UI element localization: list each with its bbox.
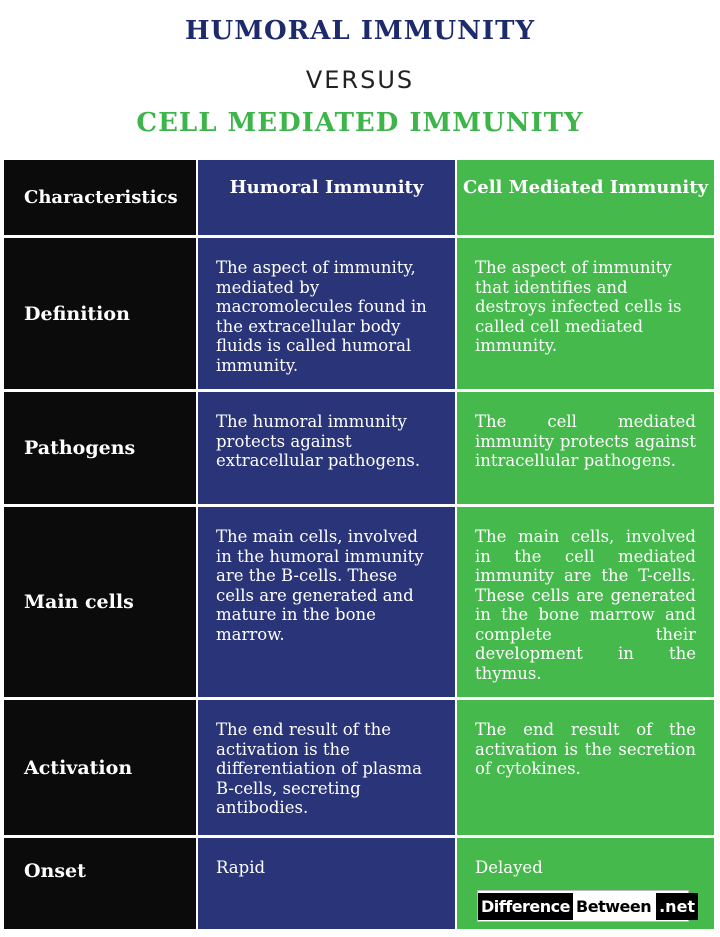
row-label-definition: Definition	[4, 238, 198, 392]
onset-humoral: Rapid	[198, 838, 457, 932]
pathogens-cell-mediated: The cell mediated immunity protects against intracellular pathogens.	[457, 392, 716, 507]
onset-cell-mediated: Delayed	[475, 858, 543, 877]
logo-part-difference: Difference	[478, 893, 573, 920]
row-label-pathogens: Pathogens	[4, 392, 198, 507]
pathogens-humoral: The humoral immunity protects against extracellular pathogens.	[198, 392, 457, 507]
row-label-activation: Activation	[4, 700, 198, 838]
activation-cell-mediated: The end result of the activation is the secretion of cytokines.	[457, 700, 716, 838]
comparison-table	[4, 160, 716, 932]
logo-part-between: Between	[576, 896, 652, 916]
title-block	[0, 0, 720, 160]
differencebetween-logo	[477, 890, 696, 922]
row-label-onset: Onset	[4, 838, 198, 932]
header-characteristics: Characteristics	[4, 160, 198, 238]
title-versus: VERSUS	[305, 66, 415, 94]
title-cell-mediated: CELL MEDIATED IMMUNITY	[136, 108, 584, 138]
definition-humoral: The aspect of immunity, mediated by macromolecules found in the extracellular body fluids is called humoral immunity.	[198, 238, 457, 392]
row-label-main-cells: Main cells	[4, 507, 198, 700]
onset-cell-mediated-cell	[457, 838, 716, 932]
definition-cell-mediated: The aspect of immunity that identifies and destroys infected cells is called cell mediated immunity.	[457, 238, 716, 392]
header-humoral: Humoral Immunity	[198, 160, 457, 238]
activation-humoral: The end result of the activation is the differentiation of plasma B-cells, secreting antibodies.	[198, 700, 457, 838]
header-cell-mediated: Cell Mediated Immunity	[457, 160, 716, 238]
logo-part-net: .net	[656, 893, 698, 920]
main-cells-humoral: The main cells, involved in the humoral immunity are the B-cells. These cells are generated and mature in the bone marrow.	[198, 507, 457, 700]
main-cells-cell-mediated: The main cells, involved in the cell mediated immunity are the T-cells. These cells are generated in the bone marrow and complete their development in the thymus.	[457, 507, 716, 700]
title-humoral: HUMORAL IMMUNITY	[184, 16, 535, 46]
